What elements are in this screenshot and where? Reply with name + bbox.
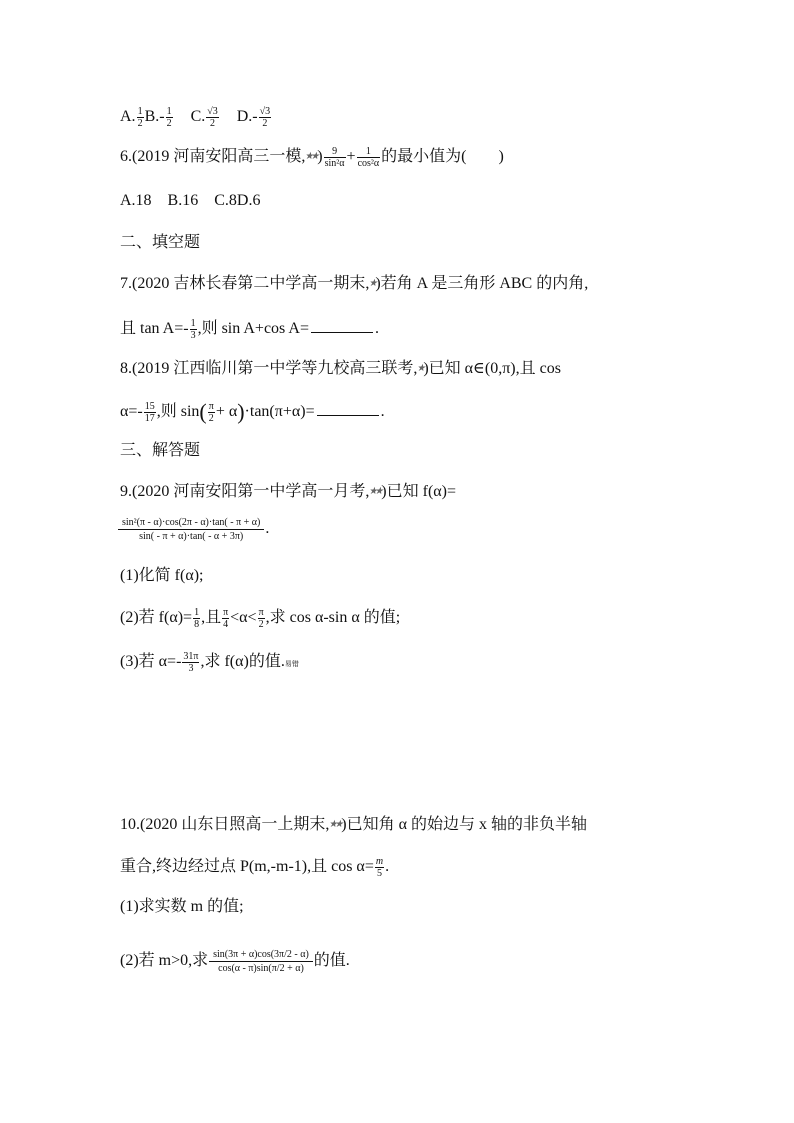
q7-answer-blank[interactable] bbox=[311, 332, 373, 333]
q7-end: . bbox=[374, 320, 379, 338]
q10-num: m bbox=[375, 856, 384, 867]
option-b-den: 2 bbox=[166, 118, 172, 129]
q6-f1-num: 9 bbox=[324, 146, 346, 158]
q8-left-paren: ( bbox=[199, 399, 207, 425]
question-7-line-2 bbox=[120, 318, 379, 341]
q9-p2-pre: (2)若 f(α)= bbox=[120, 609, 193, 627]
difficulty-star-icon: ★★ bbox=[304, 151, 319, 163]
q9-expression bbox=[120, 516, 269, 543]
option-c-label: C. bbox=[190, 108, 206, 126]
q9-p2-mid1: ,且 bbox=[201, 609, 222, 627]
q8-alpha-label: α=- bbox=[120, 403, 143, 421]
q9-big-den: sin( - π + α)·tan( - α + 3π) bbox=[139, 531, 244, 542]
q8-tan: ·tan(π+α)= bbox=[244, 403, 315, 421]
q9-p2-frac-3 bbox=[258, 607, 265, 630]
q5-options bbox=[120, 106, 272, 129]
question-10-line-2 bbox=[120, 856, 389, 879]
q8-pi-den: 2 bbox=[208, 413, 214, 424]
q9-p2-post: ,求 cos α-sin α 的值; bbox=[265, 609, 401, 627]
q9-p3-den: 3 bbox=[188, 663, 194, 674]
option-a-fraction bbox=[137, 106, 144, 129]
q9-big-end: . bbox=[265, 520, 270, 538]
q8-num: 15 bbox=[144, 401, 155, 412]
q9-big-fraction bbox=[118, 516, 264, 543]
q7-den: 3 bbox=[190, 330, 196, 341]
section-answer-questions: 三、解答题 bbox=[120, 440, 201, 459]
q9-p3-frac bbox=[182, 651, 199, 674]
q9-p2-frac-2 bbox=[222, 607, 229, 630]
q10-end: . bbox=[385, 858, 390, 876]
q10-text-2: 重合,终边经过点 P(m,-m-1),且 cos α= bbox=[120, 858, 374, 876]
q7-num: 1 bbox=[190, 318, 196, 329]
q9-text: )已知 f(α)= bbox=[381, 483, 457, 500]
question-8-line-2 bbox=[120, 401, 385, 424]
q7-tan-label: 且 tan A=- bbox=[120, 320, 189, 338]
q10-p2-pre: (2)若 m>0,求 bbox=[120, 952, 209, 970]
q9-p3-pre: (3)若 α=- bbox=[120, 653, 182, 671]
q10-p2-post: 的值. bbox=[313, 952, 350, 970]
option-d-label: D.- bbox=[236, 108, 258, 126]
q10-p2-den: cos(α - π)sin(π/2 + α) bbox=[218, 963, 304, 974]
q9-part-2 bbox=[120, 607, 400, 630]
option-c-fraction bbox=[206, 106, 219, 129]
q9-p2-d3: 2 bbox=[258, 619, 264, 630]
q9-part-1: (1)化简 f(α); bbox=[120, 567, 204, 584]
q7-text: )若角 A 是三角形 ABC 的内角, bbox=[375, 275, 589, 292]
option-a-num: 1 bbox=[137, 106, 143, 117]
q7-fraction bbox=[190, 318, 197, 341]
question-7-line-1 bbox=[120, 276, 588, 292]
option-b-fraction bbox=[166, 106, 173, 129]
difficulty-star-icon: ★★ bbox=[328, 819, 343, 830]
q9-prefix: 9.(2020 河南安阳第一中学高一月考, bbox=[120, 483, 370, 500]
q9-p2-frac-1 bbox=[193, 607, 200, 630]
q8-plus-alpha: + α bbox=[215, 403, 238, 421]
q6-fraction-2 bbox=[357, 146, 381, 169]
q10-part-2 bbox=[120, 948, 350, 975]
q6-paren: ) bbox=[317, 148, 323, 166]
difficulty-star-icon: ★ bbox=[416, 363, 425, 374]
q9-p2-d1: 8 bbox=[194, 619, 200, 630]
q10-text: )已知角 α 的始边与 x 轴的非负半轴 bbox=[341, 816, 587, 833]
q10-den: 5 bbox=[376, 868, 382, 879]
option-a-label: A. bbox=[120, 108, 136, 126]
q9-big-num: sin²(π - α)·cos(2π - α)·tan( - π + α) bbox=[118, 516, 264, 530]
q7-ask: ,则 sin A+cos A= bbox=[197, 320, 309, 338]
q8-end: . bbox=[380, 403, 385, 421]
q6-f1-den: sin²α bbox=[324, 158, 345, 169]
q9-p3-post: ,求 f(α)的值. bbox=[200, 653, 285, 671]
q9-p3-num: 31π bbox=[183, 651, 199, 662]
q10-p2-fraction bbox=[209, 948, 313, 975]
q8-sin: ,则 sin bbox=[156, 403, 200, 421]
option-a-den: 2 bbox=[137, 118, 143, 129]
q9-p2-n3: π bbox=[258, 607, 264, 618]
question-8-line-1 bbox=[120, 361, 561, 377]
q9-p2-n1: 1 bbox=[194, 607, 200, 618]
question-9-line-1 bbox=[120, 484, 456, 500]
q10-prefix: 10.(2020 山东日照高一上期末, bbox=[120, 816, 330, 833]
q9-part-3 bbox=[120, 651, 299, 674]
q7-prefix: 7.(2020 吉林长春第二中学高一期末, bbox=[120, 275, 370, 292]
q10-fraction bbox=[375, 856, 384, 879]
q9-p2-d2: 4 bbox=[223, 619, 229, 630]
q6-suffix: 的最小值为( ) bbox=[381, 148, 504, 166]
option-c-den: 2 bbox=[209, 118, 215, 129]
difficulty-star-icon: ★ bbox=[368, 278, 377, 289]
option-d-fraction bbox=[259, 106, 272, 129]
error-prone-badge: 易错 bbox=[284, 660, 299, 669]
q10-part-1: (1)求实数 m 的值; bbox=[120, 898, 244, 915]
q8-prefix: 8.(2019 江西临川第一中学等九校高三联考, bbox=[120, 360, 418, 377]
q10-p2-num: sin(3π + α)cos(3π/2 - α) bbox=[209, 948, 313, 962]
q6-f2-den: cos²α bbox=[357, 158, 380, 169]
option-b-label: B.- bbox=[144, 108, 165, 126]
q8-den: 17 bbox=[144, 413, 155, 424]
q9-p2-mid2: <α< bbox=[230, 609, 257, 627]
option-d-den: 2 bbox=[262, 118, 268, 129]
q6-options: A.18 B.16 C.8D.6 bbox=[120, 192, 261, 209]
question-10-line-1 bbox=[120, 817, 587, 833]
q6-prefix: 6.(2019 河南安阳高三一模, bbox=[120, 148, 306, 166]
q6-fraction-1 bbox=[324, 146, 346, 169]
q8-answer-blank[interactable] bbox=[317, 415, 379, 416]
option-b-num: 1 bbox=[166, 106, 172, 117]
q8-pi-num: π bbox=[208, 401, 214, 412]
q9-p2-n2: π bbox=[223, 607, 229, 618]
section-fill-in-blank: 二、填空题 bbox=[120, 232, 201, 251]
q8-fraction bbox=[144, 401, 156, 424]
option-d-num: √3 bbox=[259, 106, 271, 117]
q8-right-paren: ) bbox=[237, 399, 245, 425]
q8-text: )已知 α∈(0,π),且 cos bbox=[423, 360, 561, 377]
q6-plus: + bbox=[346, 148, 356, 166]
question-6 bbox=[120, 146, 504, 169]
q8-pi-fraction bbox=[208, 401, 215, 424]
q6-f2-num: 1 bbox=[357, 146, 381, 158]
difficulty-star-icon: ★★ bbox=[368, 486, 383, 497]
option-c-num: √3 bbox=[207, 106, 218, 117]
